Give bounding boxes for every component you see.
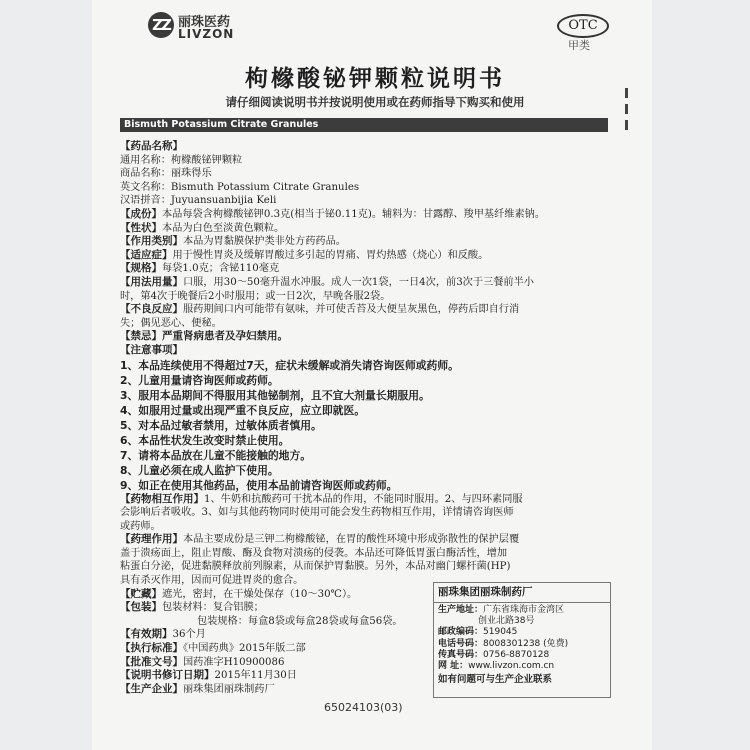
contact-note: 如有问题可与生产企业联系 [438, 674, 553, 686]
brand-logo [148, 10, 248, 44]
english-name: 英文名称：Bismuth Potassium Citrate Granules [120, 181, 360, 193]
interactions-line-2: 会影响后者吸收。3、如与其他药物同时使用可能会发生药物相互作用，详情请咨询医师 [120, 507, 514, 519]
section-adverse: 【不良反应】服药期间口内可能带有氨味，并可使舌苔及大便呈灰黑色，停药后即自行消 [120, 303, 520, 316]
website-row: 网 址：www.livzon.com.cn [438, 661, 555, 672]
section-category: 【作用类别】本品为胃黏膜保护类非处方药药品。 [120, 235, 346, 248]
precaution-item: 4、如服用过量或出现严重不良反应，应立即就医。 [120, 403, 366, 417]
interactions-line-3: 或药师。 [120, 520, 161, 532]
english-title-bar: Bismuth Potassium Citrate Granules [120, 118, 608, 132]
section-precautions: 【注意事项】 [120, 343, 183, 356]
section-storage: 【贮藏】遮光，密封，在干燥处保存（10～30℃）。 [120, 587, 358, 600]
section-contraindications: 【禁忌】严重肾病患者及孕妇禁用。 [120, 330, 288, 343]
precaution-item: 2、儿童用量请咨询医师或药师。 [120, 373, 279, 387]
pharmacology-line-3: 粘蛋白分泌，促进黏膜释放前列腺素，从而保护胃黏膜。另外，本品对幽门螺杆菌(HP) [120, 561, 511, 573]
precaution-item: 1、本品连续使用不得超过7天，症状未缓解或消失请咨询医师或药师。 [120, 358, 459, 372]
section-producer: 【生产企业】丽珠集团丽珠制药厂 [120, 682, 275, 695]
section-indications: 【适应症】用于慢性胃炎及缓解胃酸过多引起的胃痛、胃灼热感（烧心）和反酸。 [120, 248, 489, 261]
pharmacology-line-4: 具有杀灭作用，因而可促进胃炎的愈合。 [120, 575, 304, 587]
section-package: 【包装】包装材料：复合铝膜； [120, 601, 264, 614]
section-interactions: 【药物相互作用】1、牛奶和抗酸药可干扰本品的作用，不能同时服用。2、与四环素同服 [120, 492, 523, 505]
margin-dash [625, 104, 628, 114]
fax-row: 传真号码：0756-8870128 [438, 649, 550, 660]
phone-row: 电话号码：8008301238 (免费) [438, 638, 569, 649]
section-pharmacology: 【药理作用】本品主要成份是三钾二枸橼酸铋，在胃的酸性环境中形成弥散性的保护层覆 [120, 533, 520, 546]
precaution-item: 3、服用本品期间不得服用其他铋制剂，且不宜大剂量长期服用。 [120, 388, 430, 402]
otc-class: 甲类 [568, 39, 590, 52]
section-dosage: 【用法用量】口服，用30～50毫升温水冲服。成人一次1袋，一日4次，前3次于三餐前半小 [120, 275, 534, 288]
address-line-2: 创业北路38号 [478, 616, 535, 627]
brand-name-en: LIVZON [178, 27, 235, 41]
zip-row: 邮政编码：519045 [438, 627, 518, 638]
precaution-item: 6、本品性状发生改变时禁止使用。 [120, 433, 290, 447]
section-properties: 【性状】本品为白色至淡黄色颗粒。 [120, 221, 285, 234]
section-approval: 【批准文号】国药准字H10900086 [120, 655, 285, 668]
document-title: 枸橼酸铋钾颗粒说明书 [245, 66, 505, 92]
print-code: 65024103(03) [324, 701, 403, 714]
manufacturer-name: 丽珠集团丽珠制药厂 [434, 583, 610, 603]
otc-badge: OTC [557, 14, 609, 38]
manufacturer-box [433, 582, 611, 698]
margin-dash [625, 88, 628, 98]
precaution-item: 9、如正在使用其他药品，使用本品前请咨询医师或药师。 [120, 478, 398, 492]
section-revision: 【说明书修订日期】2015年11月30日 [120, 669, 297, 682]
package-line-2: 包装规格：每盒8袋或每盒28袋或每盒56袋。 [197, 615, 403, 627]
pharmacology-line-2: 盖于溃疡面上，阻止胃酸、酶及食物对溃疡的侵袭。本品还可降低胃蛋白酶活性，增加 [120, 547, 508, 559]
precaution-item: 8、儿童必须在成人监护下使用。 [120, 463, 279, 477]
generic-name: 通用名称：枸橼酸铋钾颗粒 [120, 154, 243, 166]
adverse-line-2: 失；偶见恶心、便秘。 [120, 317, 222, 329]
address-row: 生产地址：广东省珠海市金湾区 [438, 605, 565, 615]
document-subtitle: 请仔细阅读说明书并按说明使用或在药师指导下购买和使用 [225, 95, 525, 109]
pinyin-name: 汉语拼音：Juyuansuanbijia Keli [120, 195, 277, 207]
section-drug-name: 【药品名称】 [120, 140, 183, 152]
precaution-item: 5、对本品过敏者禁用，过敏体质者慎用。 [120, 418, 322, 432]
brand-name-cn: 丽珠医药 [178, 15, 231, 30]
section-spec: 【规格】每袋1.0克；含铋110毫克 [120, 262, 280, 275]
margin-dash [625, 120, 628, 130]
section-composition: 【成份】本品每袋含枸橼酸铋钾0.3克(相当于铋0.11克)。辅料为：甘露醇、羧甲基纤维素钠。 [120, 207, 546, 220]
precaution-item: 7、请将本品放在儿童不能接触的地方。 [120, 448, 312, 462]
section-standard: 【执行标准】《中国药典》2015年版二部 [120, 642, 306, 655]
dosage-line-2: 时，第4次于晚餐后2小时服用；或一日2次，早晚各服2袋。 [120, 290, 391, 302]
section-validity: 【有效期】36个月 [120, 628, 206, 641]
trade-name: 商品名称：丽珠得乐 [120, 168, 212, 180]
livzon-logo-icon: ZZ [148, 12, 174, 38]
